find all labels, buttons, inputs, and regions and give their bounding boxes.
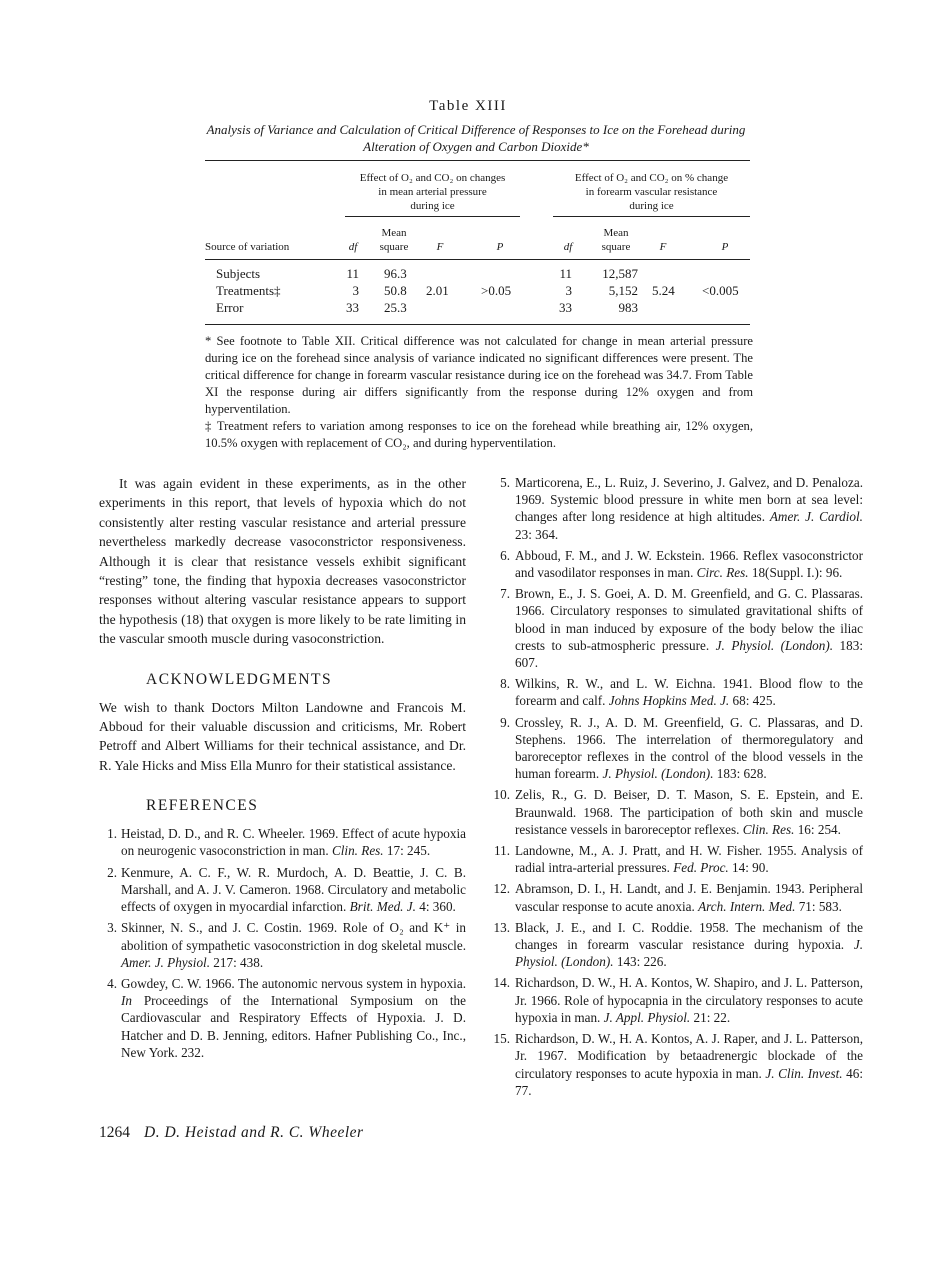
- running-authors: D. D. Heistad and R. C. Wheeler: [144, 1124, 364, 1141]
- col-header-p-a: P: [496, 241, 504, 253]
- references-heading: REFERENCES: [146, 797, 259, 815]
- page-footer: [99, 1124, 364, 1142]
- group-rule-right: [553, 216, 750, 217]
- reference-item: 4. Gowdey, C. W. 1966. The autonomic nervous system in hypoxia. In Proceedings of the International Symposium on the Cardiovascular and Respiratory Effects of Hypoxia. J. D. Hatcher and D. B. Jenning, editors. Hafner Publishing Co., Inc., New York. 232.: [107, 975, 466, 1060]
- table-title: Table XIII: [429, 98, 507, 114]
- group-header-right: Effect of O₂ and CO₂ on % change in forearm vascular resistance during ice: [574, 172, 729, 212]
- table-top-rule: [205, 160, 750, 161]
- acknowledgments-heading: ACKNOWLEDGMENTS: [146, 670, 333, 688]
- reference-item: 2. Kenmure, A. C. F., W. R. Murdoch, A. D. Beattie, J. C. B. Marshall, and A. J. V. Cameron. 1968. Circulatory and metabolic effects of oxygen in myocardial infarction. Brit. Med. J. 4: 360.: [107, 864, 466, 915]
- reference-item: 15. Richardson, D. W., H. A. Kontos, A. J. Raper, and J. L. Patterson, Jr. 1967. Modification by betaadrenergic blockade of the circulatory responses to acute hypoxia in man. J. Clin. Invest. 46: 77.: [493, 1031, 863, 1098]
- table-caption: Analysis of Variance and Calculation of Critical Difference of Responses to Ice on the Forehead during Alteration of Oxygen and Carbon Dioxide*: [206, 122, 746, 154]
- acknowledgments-text: We wish to thank Doctors Milton Landowne and Francois M. Abboud for their valuable discussion and criticisms, Mr. Robert Petroff and Albert Williams for their technical assistance, and Dr. R. Yale Hicks and Miss Ella Munro for their statistical assistance.: [99, 699, 466, 773]
- col-header-df-b: df: [563, 241, 573, 253]
- reference-item: 6. Abboud, F. M., and J. W. Eckstein. 1966. Reflex vasoconstrictor and vasodilator responses in man. Circ. Res. 18(Suppl. I.): 96.: [500, 547, 863, 581]
- footnote-star: * See footnote to Table XII. Critical difference was not calculated for change in mean arterial pressure during ice on the forehead since analysis of variance indicated no significant differences were present. The critical difference for change in forearm vascular resistance during ice on the forehead was 34.7. From Table XI the response during air differs significantly from the response during 12% oxygen and from hyperventilation.: [205, 334, 753, 416]
- col-header-ms-a: Mean square: [379, 227, 409, 253]
- reference-item: 14. Richardson, D. W., H. A. Kontos, W. Shapiro, and J. L. Patterson, Jr. 1966. Role of hypocapnia in the circulatory responses to acute hypoxia in man. J. Appl. Physiol. 21: 22.: [493, 975, 863, 1025]
- reference-list-left: [99, 825, 466, 1061]
- table-bottom-rule: [205, 324, 750, 325]
- col-header-p-b: P: [721, 241, 729, 253]
- reference-item: 11. Landowne, M., A. J. Pratt, and H. W. Fisher. 1955. Analysis of radial intra-arterial pressures. Fed. Proc. 14: 90.: [494, 843, 863, 876]
- reference-list-right: [491, 474, 863, 1099]
- footnote-dagger: ‡ Treatment refers to variation among responses to ice on the forehead while breathing air, 12% oxygen, 10.5% oxygen with replacement of CO₂, and during hyperventilation.: [205, 419, 753, 450]
- reference-item: 13. Black, J. E., and I. C. Roddie. 1958. The mechanism of the changes in forearm vascular resistance during hypoxia. J. Physiol. (London). 143: 226.: [493, 919, 863, 970]
- reference-item: 5. Marticorena, E., L. Ruiz, J. Severino, J. Galvez, and D. Penaloza. 1969. Systemic blood pressure in white men born at sea level: changes after long residence at high altitudes. Amer. J. Cardiol. 23: 364.: [500, 475, 863, 542]
- right-column: [491, 474, 863, 1103]
- journal-page: Table XIII Analysis of Variance and Calculation of Critical Difference of Responses to Ice on the Forehead during Alteration of Oxygen and Carbon Dioxide* Effect of O₂ and CO₂ on changes in mean arterial pressure during ice Effect of O₂ and CO₂ on % change in forearm vascular resistance during ice Source of variation df Mean square F P df Mean square F P Subjects 11 96.3 11 12,587 Treatments‡ 3 50.8 2.01 >0.05 3 5,152 5.24 <0.005 Error 33 25.3 33 983 * See footnote to Table XII. Critical difference was not calculated for change in mean arterial pressure during ice on the forehead since analysis of variance indicated no significant differences were present. The critical difference for change in forearm vascular resistance during ice on the forehead was 34.7. From Table XI the response during air differs significantly from the response during 12% oxygen and from hyperventilation. ‡ Treatment refers to variation among responses to ice on the forehead while breathing air, 12% oxygen, 10.5% oxygen with replacement of CO₂, and during hyperventilation. It was again evident in these experiments, as in the other experiments in this report, that levels of hypoxia which do not consistently alter resting vascular resistance and arterial pressure nevertheless markedly decrease vasoconstrictor responsiveness. Although it is clear that resistance vessels exhibit significant “resting” tone, the finding that hypoxia decreases vasoconstrictor responses without altering vascular resistance appears to support the hypothesis (18) that oxygen is more likely to be rate limiting in the vascular smooth muscle during vasoconstriction. ACKNOWLEDGMENTS We wish to thank Doctors Milton Landowne and Francois M. Abboud for their valuable discussion and criticisms, Mr. Robert Petroff and Albert Williams for their technical assistance, and Dr. R. Yale Hicks and Miss Ella Munro for their statistical assistance. REFERENCES 1. Heistad, D. D., and R. C. Wheeler. 1969. Effect of acute hypoxia on neurogenic vasoconstriction in man. Clin. Res. 17: 245. 2. Kenmure, A. C. F., W. R. Murdoch, A. D. Beattie, J. C. B. Marshall, and A. J. V. Cameron. 1968. Circulatory and metabolic effects of oxygen in myocardial infarction. Brit. Med. J. 4: 360. 3. Skinner, N. S., and J. C. Costin. 1969. Role of O₂ and K⁺ in abolition of sympathetic vasoconstriction in dog skeletal muscle. Amer. J. Physiol. 217: 438. 4. Gowdey, C. W. 1966. The autonomic nervous system in hypoxia. In Proceedings of the International Symposium on the Cardiovascular and Respiratory Effects of Hypoxia. J. D. Hatcher and D. B. Jenning, editors. Hafner Publishing Co., Inc., New York. 232. 5. Marticorena, E., L. Ruiz, J. Severino, J. Galvez, and D. Penaloza. 1969. Systemic blood pressure in white men born at sea level: changes after long residence at high altitudes. Amer. J. Cardiol. 23: 364. 6. Abboud, F. M., and J. W. Eckstein. 1966. Reflex vasoconstrictor and vasodilator responses in man. Circ. Res. 18(Suppl. I.): 96. 7. Brown, E., J. S. Goei, A. D. M. Greenfield, and G. C. Plassaras. 1966. Circulatory responses to simulated gravitational shifts of blood in man induced by exposure of the body below the iliac crests to sub-atmospheric pressure. J. Physiol. (London). 183: 607. 8. Wilkins, R. W., and L. W. Eichna. 1941. Blood flow to the forearm and calf. Johns Hopkins Med. J. 68: 425. 9. Crossley, R. J., A. D. M. Greenfield, G. C. Plassaras, and D. Stephens. 1966. The interrelation of thermoregulatory and baroreceptor reflexes in the control of the blood vessels in the human forearm. J. Physiol. (London). 183: 628. 10. Zelis, R., G. D. Beiser, D. T. Mason, S. E. Epstein, and E. Braunwald. 1968. The participation of both skin and muscle resistance vessels in baroreceptor reflexes. Clin. Res. 16: 254. 11. Landowne, M., A. J. Pratt, and H. W. Fisher. 1955. Analysis of radial intra-arterial pressures. Fed. Proc. 14: 90. 12. Abramson, D. I., H. Landt, and J. E. Benjamin. 1943. Peripheral vascular response to acute anoxia. Arch. Intern. Med. 71: 583. 13. Black, J. E., and I. C. Roddie. 1958. The mechanism of the changes in forearm vascular resistance during hypoxia. J. Physiol. (London). 143: 226. 14. Richardson, D. W., H. A. Kontos, W. Shapiro, and J. L. Patterson, Jr. 1966. Role of hypocapnia in the circulatory responses to acute hypoxia in man. J. Appl. Physiol. 21: 22. 15. Richardson, D. W., H. A. Kontos, A. J. Raper, and J. L. Patterson, Jr. 1967. Modification by betaadrenergic blockade of the circulatory responses to acute hypoxia in man. J. Clin. Invest. 46: 77. 1264 D. D. Heistad and R. C. Wheeler: [0, 0, 936, 1261]
- discussion-paragraph: It was again evident in these experiments, as in the other experiments in this report, that levels of hypoxia which do not consistently alter resting vascular resistance and arterial pressure nevertheless markedly decrease vasoconstrictor responsiveness. Although it is clear that resistance vessels exhibit significant “resting” tone, the finding that hypoxia decreases vasoconstrictor responses without altering vascular resistance appears to support the hypothesis (18) that oxygen is more likely to be rate limiting in the vascular smooth muscle during vasoconstriction.: [99, 476, 466, 647]
- reference-item: 10. Zelis, R., G. D. Beiser, D. T. Mason, S. E. Epstein, and E. Braunwald. 1968. The participation of both skin and muscle resistance vessels in baroreceptor reflexes. Clin. Res. 16: 254.: [493, 787, 863, 837]
- col-header-f-a: F: [436, 241, 444, 253]
- group-rule-left: [345, 216, 520, 217]
- table-footnotes: [205, 333, 753, 452]
- reference-item: 8. Wilkins, R. W., and L. W. Eichna. 1941. Blood flow to the forearm and calf. Johns Hopkins Med. J. 68: 425.: [500, 676, 863, 709]
- page-number: 1264: [99, 1124, 130, 1141]
- col-header-source: Source of variation: [205, 241, 290, 253]
- col-header-df-a: df: [348, 241, 358, 253]
- col-header-f-b: F: [659, 241, 667, 253]
- reference-item: 1. Heistad, D. D., and R. C. Wheeler. 1969. Effect of acute hypoxia on neurogenic vasoconstriction in man. Clin. Res. 17: 245.: [107, 826, 466, 859]
- table-header-rule: [205, 259, 750, 260]
- reference-item: 3. Skinner, N. S., and J. C. Costin. 1969. Role of O₂ and K⁺ in abolition of sympathetic vasoconstriction in dog skeletal muscle. Amer. J. Physiol. 217: 438.: [107, 920, 466, 970]
- group-header-left: Effect of O₂ and CO₂ on changes in mean arterial pressure during ice: [359, 172, 506, 212]
- left-column: [99, 474, 466, 1065]
- col-header-ms-b: Mean square: [601, 227, 631, 253]
- reference-item: 7. Brown, E., J. S. Goei, A. D. M. Greenfield, and G. C. Plassaras. 1966. Circulatory responses to simulated gravitational shifts of blood in man induced by exposure of the body below the iliac crests to sub-atmospheric pressure. J. Physiol. (London). 183: 607.: [500, 586, 864, 671]
- reference-item: 9. Crossley, R. J., A. D. M. Greenfield, G. C. Plassaras, and D. Stephens. 1966. The interrelation of thermoregulatory and baroreceptor reflexes in the control of the blood vessels in the human forearm. J. Physiol. (London). 183: 628.: [500, 714, 863, 782]
- reference-item: 12. Abramson, D. I., H. Landt, and J. E. Benjamin. 1943. Peripheral vascular response to acute anoxia. Arch. Intern. Med. 71: 583.: [493, 881, 863, 914]
